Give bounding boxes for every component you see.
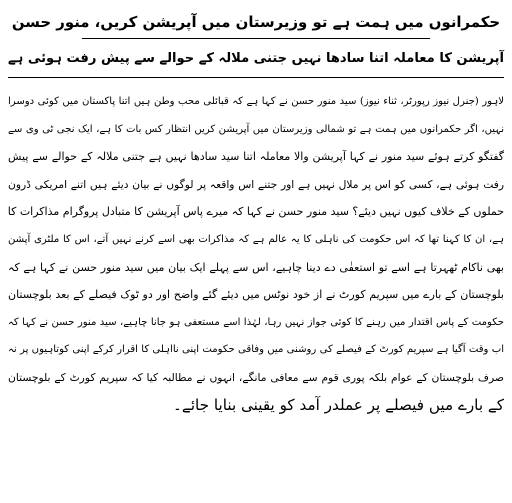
body-line-1: لاہور (جنرل نیوز رپورٹر، ثناء نیوز) سید منور حسن نے کہا ہے کہ قبائلی محب وطن ہیں اتنا پاکستان میں کوئی دوسرا [8, 96, 504, 107]
headline-line-2: آپریشن کا معاملہ اتنا سادھا نہیں جتنی ملالہ کے حوالے سے پیش رفت ہوئی ہے [7, 51, 504, 66]
body-divider [8, 77, 504, 78]
body-line-3: گفتگو کرتے ہوئے سید منور نے کہا آپریشن والا معاملہ اتنا سید سادھا نہیں ہے جتنی ملالہ کے حوالے سے پیش [8, 150, 504, 164]
body-line-10: اب وقت آگیا ہے سپریم کورٹ کے فیصلے کی روشنی میں وفاقی حکومت اپنی نااہلی کا اقرار کرکے اپنی کوتاہیوں پر نہ [8, 344, 504, 356]
article-body [8, 88, 504, 419]
headline-line-1: حکمرانوں میں ہمت ہے تو وزیرستان میں آپریشن کریں، منور حسن [11, 13, 501, 31]
body-line-12: کے بارے میں فیصلے پر عملدر آمد کو یقینی بنایا جائے۔ [173, 395, 504, 414]
body-line-11: صرف بلوچستان کے عوام بلکہ پوری قوم سے معافی مانگے، انہوں نے مطالبہ کیا کہ سپریم کورٹ کے بلوچستان [8, 370, 504, 384]
body-line-7: بھی ناکام ٹھہرتا ہے اسے تو استعفٰی دے دینا چاہیے، اس سے پہلے ایک بیان میں سید منور حسن نے کہا ہے کہ [8, 260, 504, 274]
body-line-8: بلوچستان کے بارے میں سپریم کورٹ نے از خود نوٹس میں دیئے گئے واضح اور دو ٹوک فیصلے کے بعد بلوچستان [8, 288, 504, 302]
body-line-6: ہے، ان کا کہنا تھا کہ اس حکومت کی ناہلی کا یہ عالم ہے کہ مذاکرات بھی اسے کرنے نہیں آتے، اس کا ملٹری آپشن [8, 233, 504, 245]
body-line-9: حکومت کے پاس اقتدار میں رہنے کا کوئی جواز نہیں رہا، لہٰذا اسے مستعفی ہو جانا چاہیے، سید منور حسن نے کہا کہ [8, 316, 504, 328]
body-line-4: رفت ہوئی ہے، کسی کو اس پر ملال نہیں ہے اور جتنے اس واقعہ پر لوگوں نے بیان دیئے ہیں اتنے امریکی ڈرون [8, 177, 504, 191]
body-line-2: نہیں، اگر حکمرانوں میں ہمت ہے تو شمالی وزیرستان میں آپریشن کریں انتظار کس بات کا ہے، ایک نجی ٹی وی سے [8, 123, 504, 135]
headline-divider [82, 38, 430, 39]
body-line-5: حملوں کے خلاف کیوں نہیں دیئے؟ سید منور حسن نے کہا کہ میرے پاس آپریشن کا متبادل پروگرام مذاکرات کا [8, 205, 504, 219]
